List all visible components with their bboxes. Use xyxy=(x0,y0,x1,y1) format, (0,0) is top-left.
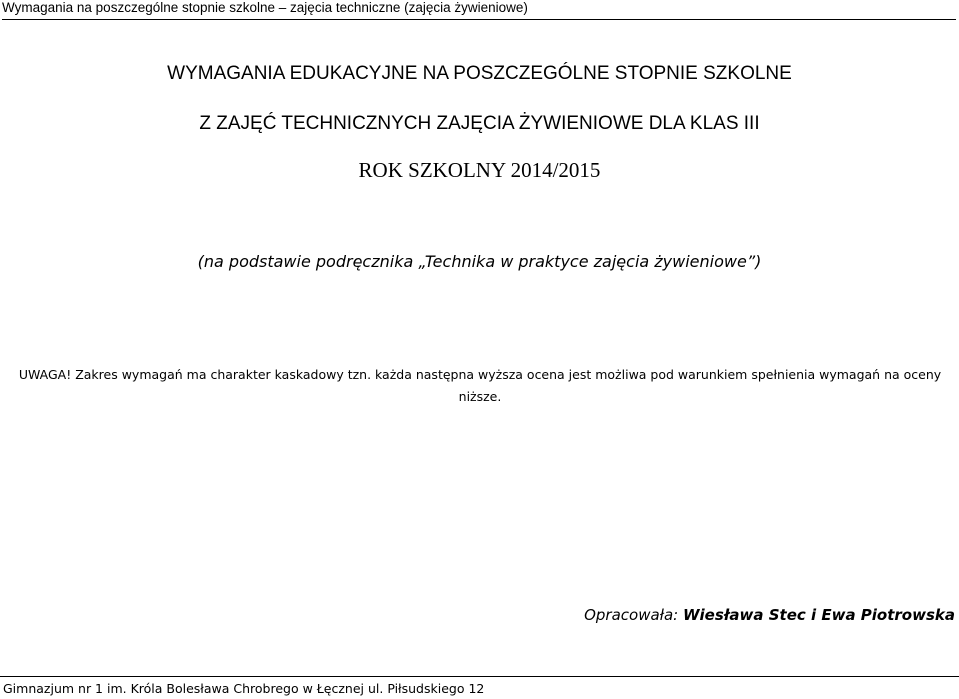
footer-school-address: Gimnazjum nr 1 im. Króla Bolesława Chrobrego w Łęcznej ul. Piłsudskiego 12 xyxy=(3,681,485,696)
author-credit xyxy=(584,604,955,626)
page-footer xyxy=(0,676,959,699)
document-title-line-1: WYMAGANIA EDUKACYJNE NA POSZCZEGÓLNE STOPNIE SZKOLNE xyxy=(167,63,792,84)
cascade-notice xyxy=(7,364,953,408)
running-header xyxy=(2,0,956,20)
document-title-line-2: Z ZAJĘĆ TECHNICZNYCH ZAJĘCIA ŻYWIENIOWE DLA KLAS III xyxy=(199,113,760,134)
author-label: Opracowała: xyxy=(584,606,683,624)
running-header-text: Wymagania na poszczególne stopnie szkolne – zajęcia techniczne (zajęcia żywieniowe) xyxy=(2,0,528,15)
cascade-notice-text: UWAGA! Zakres wymagań ma charakter kaskadowy tzn. każda następna wyższa ocena jest możliwa pod warunkiem spełnienia wymagań na oceny niższe. xyxy=(18,367,942,404)
document-title-school-year: ROK SZKOLNY 2014/2015 xyxy=(358,158,601,182)
textbook-basis-note: (na podstawie podręcznika „Technika w praktyce zajęcia żywieniowe”) xyxy=(197,252,762,271)
author-names: Wiesława Stec i Ewa Piotrowska xyxy=(682,606,955,624)
